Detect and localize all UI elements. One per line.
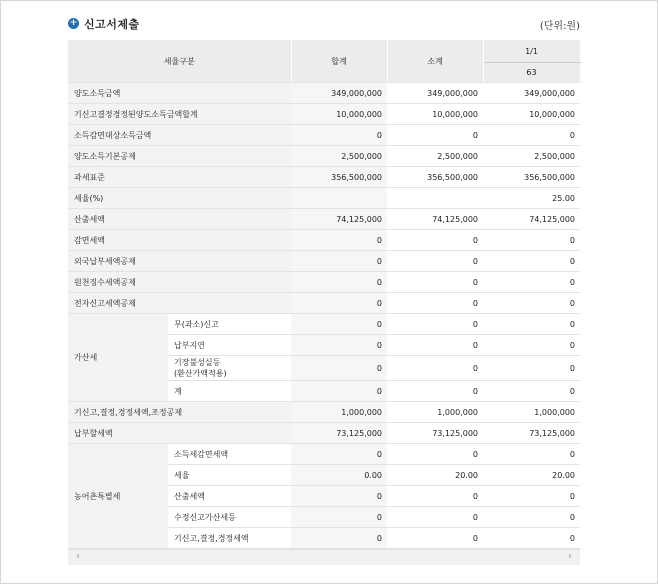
sub-row-label-text: 세율 <box>174 470 190 480</box>
sub-row-label-text: 계 <box>174 386 182 396</box>
sub-row-label-text: 산출세액 <box>174 491 205 501</box>
total-value: 0 <box>291 293 387 314</box>
subtotal-value: 0 <box>387 230 483 251</box>
tax-table <box>68 40 581 549</box>
subtotal-value: 0 <box>387 335 483 356</box>
column-value: 25.00 <box>483 188 580 209</box>
sub-row-label <box>168 486 291 507</box>
section-header <box>68 14 580 34</box>
sub-row-label-text: 소득세감면세액 <box>174 449 229 459</box>
total-value <box>291 188 387 209</box>
table-row <box>68 125 580 146</box>
sub-row-label-text: 납부지연 <box>174 340 205 350</box>
subtotal-value: 10,000,000 <box>387 104 483 125</box>
table-row <box>68 83 580 104</box>
column-value: 10,000,000 <box>483 104 580 125</box>
column-value: 0 <box>483 486 580 507</box>
section-title: 신고서제출 <box>84 18 140 31</box>
subtotal-value: 1,000,000 <box>387 402 483 423</box>
row-label: 기신고결정경정된양도소득금액합계 <box>68 104 291 125</box>
horizontal-scrollbar[interactable] <box>68 549 580 565</box>
column-value: 0 <box>483 230 580 251</box>
row-label: 세율(%) <box>68 188 291 209</box>
sub-row-label <box>168 335 291 356</box>
subtotal-value: 0 <box>387 356 483 381</box>
chevron-right-icon[interactable]: › <box>568 551 572 562</box>
table-row <box>68 104 580 125</box>
subtotal-value: 0 <box>387 125 483 146</box>
group-label: 가산세 <box>68 314 168 402</box>
row-label: 납부할세액 <box>68 423 291 444</box>
sub-row-label <box>168 444 291 465</box>
column-value: 0 <box>483 356 580 381</box>
column-value: 2,500,000 <box>483 146 580 167</box>
sub-row-label-text: 수정신고가산세등 <box>174 512 236 522</box>
row-label: 양도소득기본공제 <box>68 146 291 167</box>
sub-row-label <box>168 465 291 486</box>
total-value: 0 <box>291 314 387 335</box>
header-sub: 63 <box>483 63 580 83</box>
subtotal-value: 74,125,000 <box>387 209 483 230</box>
sub-row-label <box>168 507 291 528</box>
table-row <box>68 251 580 272</box>
sub-row-label-text: 기신고,결정,경정세액 <box>174 533 249 543</box>
table-row <box>68 402 580 423</box>
row-label: 전자신고세액공제 <box>68 293 291 314</box>
row-label: 산출세액 <box>68 209 291 230</box>
total-value: 0 <box>291 230 387 251</box>
total-value: 0.00 <box>291 465 387 486</box>
table-row <box>68 146 580 167</box>
group-label: 농어촌특별세 <box>68 444 168 549</box>
total-value: 356,500,000 <box>291 167 387 188</box>
total-value: 349,000,000 <box>291 83 387 104</box>
column-value: 20.00 <box>483 465 580 486</box>
sub-row-label <box>168 356 291 381</box>
table-row <box>68 314 580 335</box>
subtotal-value <box>387 188 483 209</box>
subtotal-value: 0 <box>387 528 483 549</box>
table-row <box>68 230 580 251</box>
row-label: 소득감면대상소득금액 <box>68 125 291 146</box>
total-value: 73,125,000 <box>291 423 387 444</box>
header-subtotal: 소계 <box>387 40 483 83</box>
total-value: 1,000,000 <box>291 402 387 423</box>
row-label: 원천징수세액공제 <box>68 272 291 293</box>
table-row <box>68 188 580 209</box>
column-value: 0 <box>483 507 580 528</box>
table-row <box>68 272 580 293</box>
subtotal-value: 0 <box>387 251 483 272</box>
subtotal-value: 2,500,000 <box>387 146 483 167</box>
column-value: 0 <box>483 125 580 146</box>
chevron-left-icon[interactable]: ‹ <box>76 551 80 562</box>
column-value: 0 <box>483 272 580 293</box>
sub-row-label <box>168 314 291 335</box>
plus-circle-icon: + <box>69 18 78 28</box>
column-value: 0 <box>483 251 580 272</box>
subtotal-value: 349,000,000 <box>387 83 483 104</box>
table-row <box>68 444 580 465</box>
subtotal-value: 20.00 <box>387 465 483 486</box>
column-value: 356,500,000 <box>483 167 580 188</box>
row-label: 외국납부세액공제 <box>68 251 291 272</box>
total-value: 0 <box>291 125 387 146</box>
column-value: 349,000,000 <box>483 83 580 104</box>
row-label: 감면세액 <box>68 230 291 251</box>
column-value: 74,125,000 <box>483 209 580 230</box>
table-row <box>68 423 580 444</box>
row-label: 과세표준 <box>68 167 291 188</box>
subtotal-value: 0 <box>387 486 483 507</box>
header-page: 1/1 <box>483 40 580 63</box>
subtotal-value: 0 <box>387 507 483 528</box>
table-row <box>68 167 580 188</box>
total-value: 0 <box>291 507 387 528</box>
table-row <box>68 293 580 314</box>
subtotal-value: 0 <box>387 293 483 314</box>
total-value: 0 <box>291 251 387 272</box>
subtotal-value: 73,125,000 <box>387 423 483 444</box>
sub-row-label <box>168 381 291 402</box>
header-total: 합계 <box>291 40 387 83</box>
subtotal-value: 356,500,000 <box>387 167 483 188</box>
total-value: 2,500,000 <box>291 146 387 167</box>
sub-row-label-text: 기장불성실등 <box>174 358 221 367</box>
total-value: 0 <box>291 335 387 356</box>
row-label: 양도소득금액 <box>68 83 291 104</box>
total-value: 0 <box>291 381 387 402</box>
subtotal-value: 0 <box>387 272 483 293</box>
sub-row-label-text-2: (환산가액적용) <box>174 369 227 378</box>
column-value: 73,125,000 <box>483 423 580 444</box>
column-value: 0 <box>483 335 580 356</box>
column-value: 0 <box>483 314 580 335</box>
sub-row-label-text: 무(과소)신고 <box>174 319 219 329</box>
unit-label: (단위:원) <box>539 21 580 32</box>
subtotal-value: 0 <box>387 314 483 335</box>
total-value: 0 <box>291 356 387 381</box>
column-value: 1,000,000 <box>483 402 580 423</box>
total-value: 74,125,000 <box>291 209 387 230</box>
subtotal-value: 0 <box>387 381 483 402</box>
column-value: 0 <box>483 293 580 314</box>
total-value: 0 <box>291 444 387 465</box>
column-value: 0 <box>483 381 580 402</box>
row-label: 기신고,결정,경정세액,조정공제 <box>68 402 291 423</box>
total-value: 10,000,000 <box>291 104 387 125</box>
subtotal-value: 0 <box>387 444 483 465</box>
sub-row-label <box>168 528 291 549</box>
table-row <box>68 209 580 230</box>
column-value: 0 <box>483 528 580 549</box>
header-category: 세율구분 <box>68 40 291 83</box>
total-value: 0 <box>291 272 387 293</box>
total-value: 0 <box>291 528 387 549</box>
column-value: 0 <box>483 444 580 465</box>
total-value: 0 <box>291 486 387 507</box>
